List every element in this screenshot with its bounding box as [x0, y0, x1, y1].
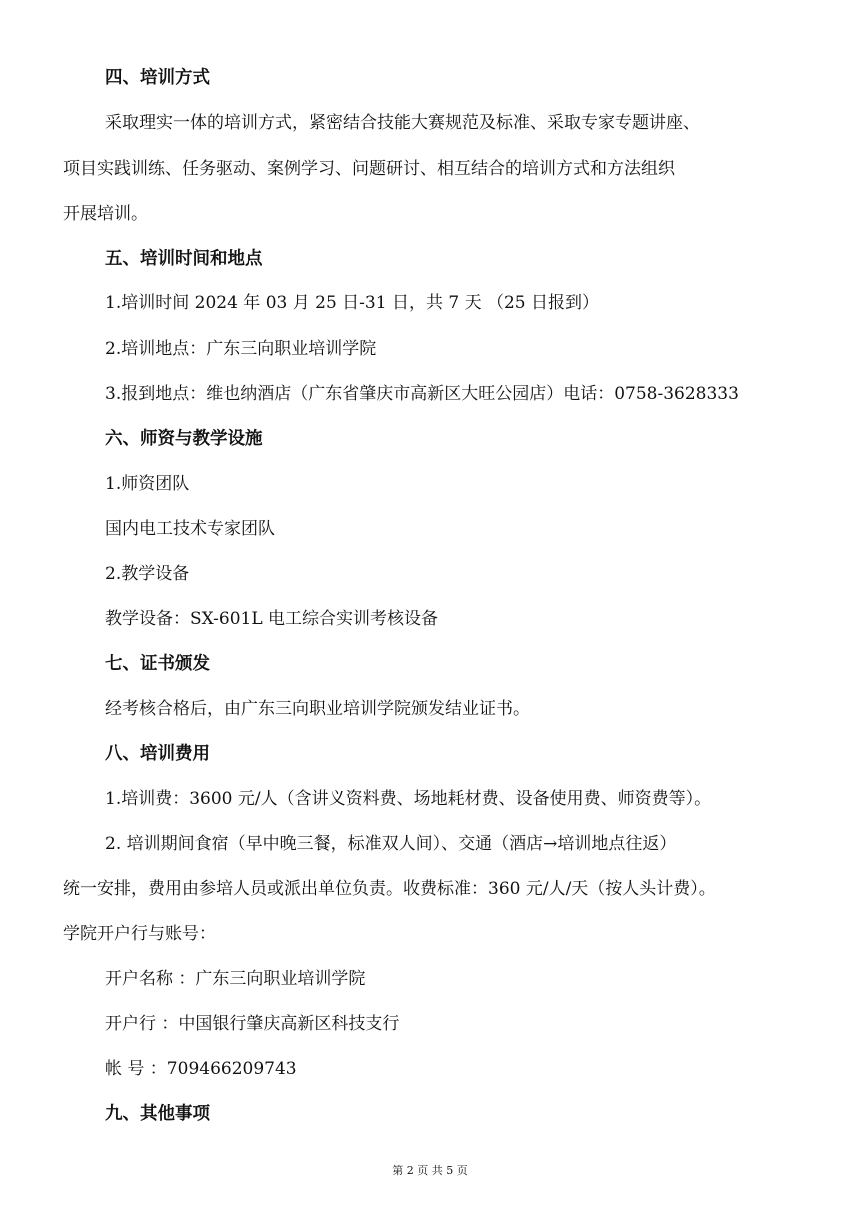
teacher-team-label: 1.师资团队	[105, 474, 190, 494]
board-transport-line-1: 2. 培训期间食宿（早中晚三餐，标准双人间）、交通（酒店→培训地点往返）	[105, 834, 677, 854]
certificate-text: 经考核合格后，由广东三向职业培训学院颁发结业证书。	[105, 699, 530, 719]
section-9-heading: 九、其他事项	[105, 1104, 210, 1124]
section-7-heading: 七、证书颁发	[105, 654, 210, 674]
section-4-paragraph-line-2: 项目实践训练、任务驱动、案例学习、问题研讨、相互结合的培训方式和方法组织	[63, 159, 675, 179]
page-number-footer: 第 2 页 共 5 页	[392, 1164, 468, 1177]
section-8-heading: 八、培训费用	[105, 744, 210, 764]
section-4-heading: 四、培训方式	[105, 68, 210, 88]
account-name: 开户名称 ：广东三向职业培训学院	[105, 969, 366, 989]
section-6-heading: 六、师资与教学设施	[105, 429, 263, 449]
section-5-heading: 五、培训时间和地点	[105, 249, 263, 269]
training-location: 2.培训地点：广东三向职业培训学院	[105, 339, 377, 359]
training-fee: 1.培训费：3600 元/人（含讲义资料费、场地耗材费、设备使用费、师资费等）。	[105, 789, 712, 809]
training-time: 1.培训时间 2024 年 03 月 25 日-31 日，共 7 天 （25 日报到）	[105, 293, 600, 313]
teaching-equipment-label: 2.教学设备	[105, 564, 190, 584]
board-transport-line-2: 统一安排，费用由参培人员或派出单位负责。收费标准：360 元/人/天（按人头计费）。	[63, 879, 716, 899]
section-4-paragraph-line-3: 开展培训。	[63, 204, 148, 224]
bank-account-intro: 学院开户行与账号：	[63, 924, 216, 944]
check-in-location: 3.报到地点：维也纳酒店（广东省肇庆市高新区大旺公园店）电话：0758-3628333	[105, 384, 739, 404]
teaching-equipment-text: 教学设备：SX-601L 电工综合实训考核设备	[105, 609, 439, 629]
section-4-paragraph-line-1: 采取理实一体的培训方式，紧密结合技能大赛规范及标准、采取专家专题讲座、	[105, 113, 700, 133]
teacher-team-text: 国内电工技术专家团队	[105, 519, 275, 539]
account-number: 帐 号 ：709466209743	[105, 1059, 297, 1079]
account-bank: 开户行 ：中国银行肇庆高新区科技支行	[105, 1014, 400, 1034]
